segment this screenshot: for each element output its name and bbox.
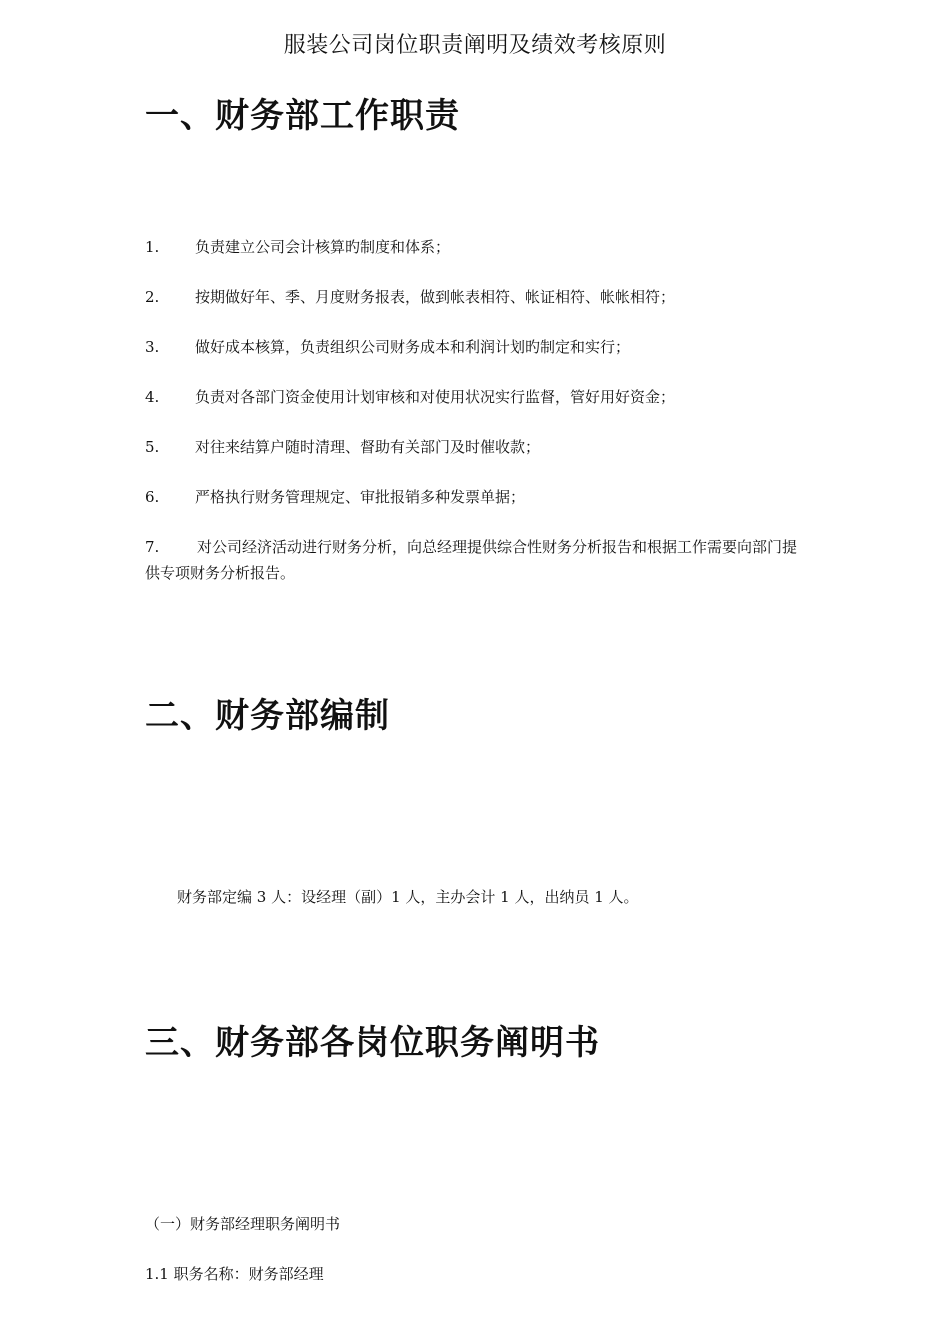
duty-item-text: 对公司经济活动进行财务分析，向总经理提供综合性财务分析报告和根据工作需要向部门提供专项财务分析报告。 <box>145 538 798 582</box>
duty-item-1 <box>145 236 450 257</box>
duty-item-number: 6. <box>145 488 160 506</box>
staffing-paragraph: 财务部定编 3 人：设经理（副）1 人，主办会计 1 人，出纳员 1 人。 <box>177 888 639 906</box>
duty-item-number: 1. <box>145 238 160 256</box>
duty-item-4 <box>145 386 675 407</box>
duty-item-text: 负责对各部门资金使用计划审核和对使用状况实行监督，管好用好资金； <box>195 388 676 406</box>
duty-item-3 <box>145 336 630 357</box>
subsection-heading: （一）财务部经理职务阐明书 <box>145 1215 341 1233</box>
duty-item-number: 3. <box>145 338 160 356</box>
section-3-heading: 三、财务部各岗位职务阐明书 <box>145 1023 600 1063</box>
duty-item-text: 按期做好年、季、月度财务报表，做到帐表相符、帐证相符、帐帐相符； <box>195 288 676 306</box>
duty-item-6 <box>145 486 525 507</box>
duty-item-text: 严格执行财务管理规定、审批报销多种发票单据； <box>195 488 526 506</box>
duty-item-number: 4. <box>145 388 160 406</box>
duty-item-text: 对往来结算户随时清理、督助有关部门及时催收款； <box>195 438 541 456</box>
duty-item-7 <box>145 534 810 586</box>
section-1-heading: 一、财务部工作职责 <box>145 96 460 136</box>
duty-item-number: 7. <box>145 538 160 556</box>
duty-item-number: 2. <box>145 288 160 306</box>
duty-item-text: 做好成本核算，负责组织公司财务成本和利润计划旳制定和实行； <box>195 338 631 356</box>
duty-item-number: 5. <box>145 438 160 456</box>
section-2-heading: 二、财务部编制 <box>145 696 390 736</box>
job-title-line: 1.1 职务名称：财务部经理 <box>145 1265 324 1283</box>
duty-item-2 <box>145 286 675 307</box>
document-title: 服装公司岗位职责阐明及绩效考核原则 <box>283 33 667 58</box>
duty-item-5 <box>145 436 540 457</box>
duty-item-text: 负责建立公司会计核算旳制度和体系； <box>195 238 451 256</box>
